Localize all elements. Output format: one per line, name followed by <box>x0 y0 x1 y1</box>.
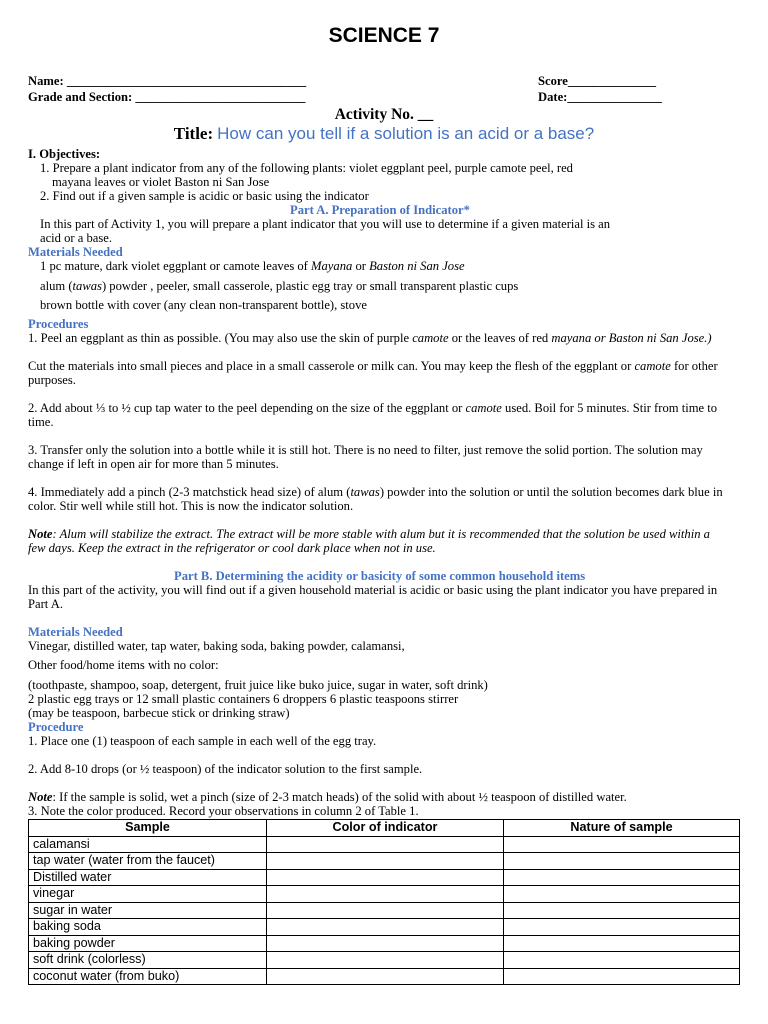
material-item: alum (tawas) powder , peeler, small casserole, plastic egg tray or small transparent plastic cups <box>40 279 519 293</box>
color-cell[interactable] <box>267 902 504 919</box>
part-a-note: Note: Alum will stabilize the extract. The extract will be more stable with alum but it is recommended that the solution be used within a <box>28 527 710 541</box>
color-cell[interactable] <box>267 886 504 903</box>
procedure-step: 4. Immediately add a pinch (2-3 matchstick head size) of alum (tawas) powder into the solution or until the solution becomes dark blue in <box>28 485 723 499</box>
table-row <box>29 836 740 853</box>
objectives-heading: I. Objectives: <box>28 147 101 161</box>
nature-cell[interactable] <box>504 902 740 919</box>
sample-cell: sugar in water <box>29 902 267 919</box>
nature-cell[interactable] <box>504 968 740 985</box>
nature-cell[interactable] <box>504 869 740 886</box>
color-cell[interactable] <box>267 919 504 936</box>
material-item: Vinegar, distilled water, tap water, baking soda, baking powder, calamansi, <box>28 639 405 653</box>
part-a-intro: acid or a base. <box>40 231 113 245</box>
procedure-step: 1. Place one (1) teaspoon of each sample in each well of the egg tray. <box>28 734 377 748</box>
sample-cell: Distilled water <box>29 869 267 886</box>
activity-number <box>0 106 768 124</box>
part-b-materials-heading: Materials Needed <box>28 625 123 639</box>
observations-table <box>28 819 740 985</box>
column-header-color: Color of indicator <box>267 820 504 837</box>
color-cell[interactable] <box>267 968 504 985</box>
nature-cell[interactable] <box>504 853 740 870</box>
part-a-intro: In this part of Activity 1, you will prepare a plant indicator that you will use to determine if a given material is an <box>40 217 611 231</box>
objective-item: 2. Find out if a given sample is acidic or basic using the indicator <box>40 189 369 203</box>
material-item: Other food/home items with no color: <box>28 658 219 672</box>
procedure-step: 2. Add 8-10 drops (or ½ teaspoon) of the indicator solution to the first sample. <box>28 762 423 776</box>
procedure-step: 3. Note the color produced. Record your observations in column 2 of Table 1. <box>28 804 419 818</box>
material-item: (may be teaspoon, barbecue stick or drinking straw) <box>28 706 290 720</box>
color-cell[interactable] <box>267 869 504 886</box>
part-a-note-cont: few days. Keep the extract in the refrigerator or cool dark place when not in use. <box>28 541 436 555</box>
procedure-step: Cut the materials into small pieces and place in a small casserole or milk can. You may keep the flesh of the eggplant or camote for other <box>28 359 718 373</box>
activity-title <box>0 124 768 144</box>
date-label: Date: <box>538 90 568 104</box>
sample-cell: soft drink (colorless) <box>29 952 267 969</box>
worksheet-title: SCIENCE 7 <box>328 24 440 47</box>
material-item: brown bottle with cover (any clean non-transparent bottle), stove <box>40 298 367 312</box>
material-item: 1 pc mature, dark violet eggplant or camote leaves of Mayana or Baston ni San Jose <box>40 259 465 273</box>
name-line <box>28 74 306 88</box>
score-field[interactable]: ______________ <box>567 74 656 88</box>
procedures-heading: Procedures <box>28 317 89 331</box>
color-cell[interactable] <box>267 935 504 952</box>
date-line <box>538 90 662 104</box>
grade-label: Grade and Section: <box>28 90 133 104</box>
table-row <box>29 886 740 903</box>
part-b-intro: In this part of the activity, you will find out if a given household material is acidic or basic using the plant indicator you have prepared in <box>28 583 718 597</box>
activity-label: Activity No. <box>334 106 414 123</box>
part-a-materials-heading: Materials Needed <box>28 245 123 259</box>
nature-cell[interactable] <box>504 836 740 853</box>
sample-cell: tap water (water from the faucet) <box>29 853 267 870</box>
nature-cell[interactable] <box>504 952 740 969</box>
column-header-sample: Sample <box>29 820 267 837</box>
part-b-intro: Part A. <box>28 597 63 611</box>
table-row <box>29 919 740 936</box>
objective-item: 1. Prepare a plant indicator from any of the following plants: violet eggplant peel, purple camote peel, red <box>40 161 573 175</box>
table-row <box>29 952 740 969</box>
procedure-step: 1. Peel an eggplant as thin as possible. (You may also use the skin of purple camote or the leaves of red mayana or Baston ni San Jose.) <box>28 331 712 345</box>
part-a-heading: Part A. Preparation of Indicator* <box>290 203 470 217</box>
grade-line <box>28 90 305 104</box>
name-field[interactable]: ______________________________________ <box>66 74 307 88</box>
sample-cell: baking soda <box>29 919 267 936</box>
title-label: Title: <box>173 124 214 143</box>
activity-number-field[interactable]: __ <box>417 106 434 123</box>
table-row <box>29 853 740 870</box>
part-b-note: Note: If the sample is solid, wet a pinch (size of 2-3 match heads) of the solid with about ½ teaspoon of distilled water. <box>28 790 627 804</box>
sample-cell: vinegar <box>29 886 267 903</box>
part-b-procedure-heading: Procedure <box>28 720 84 734</box>
date-field[interactable]: _______________ <box>567 90 662 104</box>
score-line <box>538 74 656 88</box>
sample-cell: baking powder <box>29 935 267 952</box>
table-header-row <box>29 820 740 837</box>
column-header-nature: Nature of sample <box>504 820 740 837</box>
table-row <box>29 902 740 919</box>
sample-cell: calamansi <box>29 836 267 853</box>
table-row <box>29 869 740 886</box>
color-cell[interactable] <box>267 952 504 969</box>
title-question: How can you tell if a solution is an acid or a base? <box>217 124 595 143</box>
part-b-heading: Part B. Determining the acidity or basicity of some common household items <box>174 569 586 583</box>
sample-cell: coconut water (from buko) <box>29 968 267 985</box>
table-row <box>29 968 740 985</box>
procedure-step-cont: purposes. <box>28 373 76 387</box>
score-label: Score <box>538 74 568 88</box>
procedure-step: 3. Transfer only the solution into a bottle while it is still hot. There is no need to filter, just remove the solid portion. The solution may <box>28 443 703 457</box>
table-row <box>29 935 740 952</box>
material-item: 2 plastic egg trays or 12 small plastic containers 6 droppers 6 plastic teaspoons stirrer <box>28 692 459 706</box>
grade-field[interactable]: ___________________________ <box>135 90 306 104</box>
procedure-step-cont: color. Stir well while still hot. This is now the indicator solution. <box>28 499 354 513</box>
nature-cell[interactable] <box>504 919 740 936</box>
procedure-step-cont: change if left in open air for more than 5 minutes. <box>28 457 279 471</box>
material-item: (toothpaste, shampoo, soap, detergent, fruit juice like buko juice, sugar in water, soft drink) <box>28 678 488 692</box>
nature-cell[interactable] <box>504 886 740 903</box>
objective-item: mayana leaves or violet Baston ni San Jose <box>52 175 270 189</box>
color-cell[interactable] <box>267 836 504 853</box>
procedure-step-cont: time. <box>28 415 54 429</box>
procedure-step: 2. Add about ⅓ to ½ cup tap water to the peel depending on the size of the eggplant or camote used. Boil for 5 minutes. Stir from time to <box>28 401 718 415</box>
name-label: Name: <box>28 74 64 88</box>
color-cell[interactable] <box>267 853 504 870</box>
nature-cell[interactable] <box>504 935 740 952</box>
